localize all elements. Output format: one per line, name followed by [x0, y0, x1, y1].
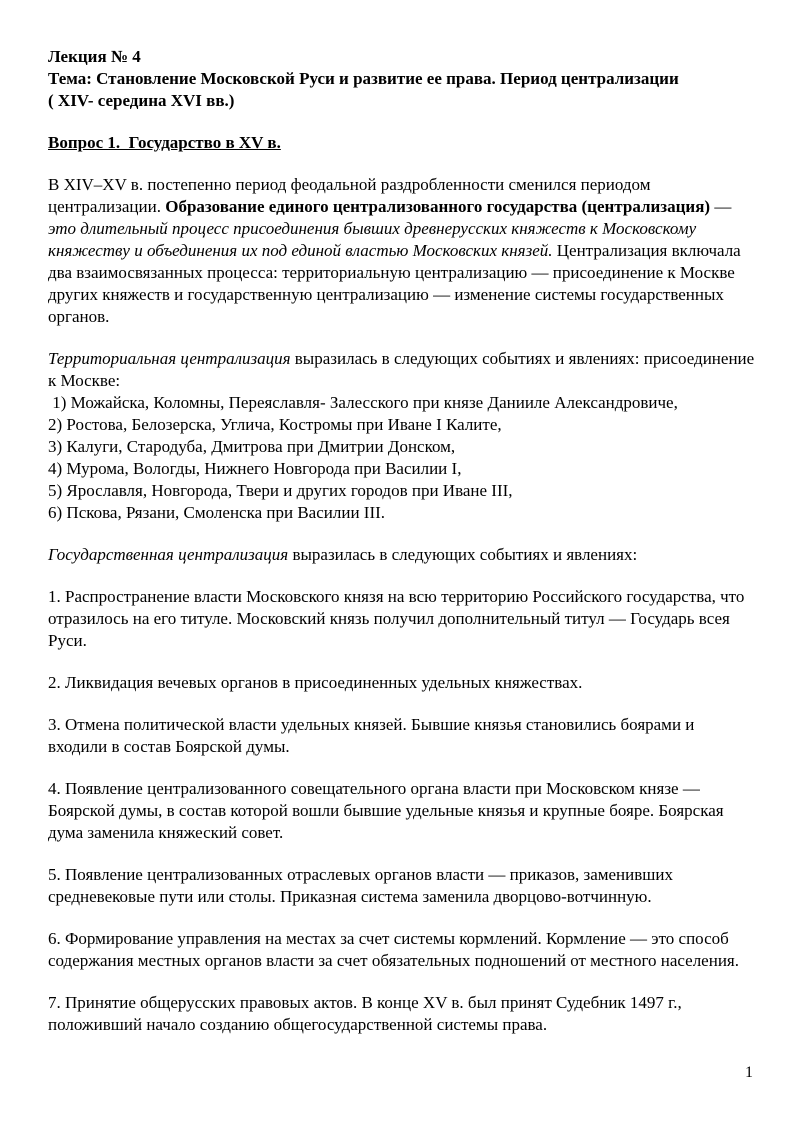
territorial-item-5: 5) Ярославля, Новгорода, Твери и других городов при Иване III,	[48, 481, 513, 500]
territorial-item-6: 6) Пскова, Рязани, Смоленска при Василии III.	[48, 503, 386, 522]
spacer	[48, 908, 755, 928]
state-lead-text: выразилась в следующих событиях и явлениях:	[288, 545, 638, 564]
territorial-item-1: 1) Можайска, Коломны, Переяславля- Залесского при князе Данииле Александровиче,	[48, 393, 678, 412]
intro-paragraph	[48, 174, 755, 328]
intro-text-italic-definition: это длительный процесс присоединения бывших древнерусских княжеств к Московскому княжеству и объединения их под единой властью Московских князей.	[48, 219, 701, 260]
state-item-7: 7. Принятие общерусских правовых актов. В конце XV в. был принят Судебник 1497 г., положивший начало созданию общегосударственной системы права.	[48, 993, 686, 1034]
state-item-3: 3. Отмена политической власти удельных князей. Бывшие князья становились боярами и входили в состав Боярской думы.	[48, 715, 699, 756]
header-line-lecture: Лекция № 4	[48, 47, 141, 66]
page-number: 1	[745, 1064, 753, 1081]
spacer	[48, 524, 755, 544]
spacer	[48, 652, 755, 672]
state-item-6: 6. Формирование управления на местах за счет системы кормлений. Кормление — это способ содержания местных органов власти за счет обязательных подношений от местного населения.	[48, 929, 739, 970]
spacer	[48, 112, 755, 132]
spacer	[48, 154, 755, 174]
doc-header	[48, 46, 755, 112]
state-item-2: 2. Ликвидация вечевых органов в присоединенных удельных княжествах.	[48, 673, 583, 692]
section-heading: Вопрос 1. Государство в XV в.	[48, 133, 281, 152]
spacer	[48, 844, 755, 864]
territorial-lead-text: выразилась в следующих событиях и явлениях: присоединение к Москве:	[48, 349, 759, 390]
territorial-item-2: 2) Ростова, Белозерска, Углича, Костромы при Иване I Калите,	[48, 415, 502, 434]
state-item-1: 1. Распространение власти Московского князя на всю территорию Российского государства, что отразилось на его титуле. Московский князь получил дополнительный титул — Государь всея Руси.	[48, 587, 749, 650]
state-lead-italic: Государственная централизация	[48, 545, 289, 564]
header-line-period: ( XIV- середина XVI вв.)	[48, 91, 235, 110]
spacer	[48, 566, 755, 586]
spacer	[48, 694, 755, 714]
territorial-lead	[48, 348, 759, 392]
spacer	[48, 758, 755, 778]
intro-text-normal-1: В XIV–XV в. постепенно период феодальной раздробленности сменился периодом централизации.	[48, 175, 655, 216]
intro-text-normal-2: Централизация включала два взаимосвязанных процесса: территориальную централизацию — присоединение к Москве других княжеств и государственную централизацию — изменение системы государственных органов.	[48, 241, 745, 326]
state-lead-paragraph	[48, 544, 755, 566]
intro-text-dash: —	[710, 197, 736, 216]
territorial-item-4: 4) Мурома, Вологды, Нижнего Новгорода при Василии I,	[48, 459, 462, 478]
intro-text-bold-definition: Образование единого централизованного государства (централизация)	[165, 197, 711, 216]
state-item-5: 5. Появление централизованных отраслевых органов власти — приказов, заменивших средневековые пути или столы. Приказная система заменила дворцово-вотчинную.	[48, 865, 678, 906]
spacer	[48, 328, 755, 348]
header-line-topic: Тема: Становление Московской Руси и развитие ее права. Период централизации	[48, 69, 679, 88]
territorial-lead-italic: Территориальная централизация	[48, 349, 291, 368]
state-item-4: 4. Появление централизованного совещательного органа власти при Московском князе — Боярской думы, в состав которой вошли бывшие удельные князья и крупные бояре. Боярская дума заменила княжеский совет.	[48, 779, 728, 842]
territorial-item-3: 3) Калуги, Стародуба, Дмитрова при Дмитрии Донском,	[48, 437, 456, 456]
spacer	[48, 972, 755, 992]
territorial-paragraph	[48, 348, 759, 524]
